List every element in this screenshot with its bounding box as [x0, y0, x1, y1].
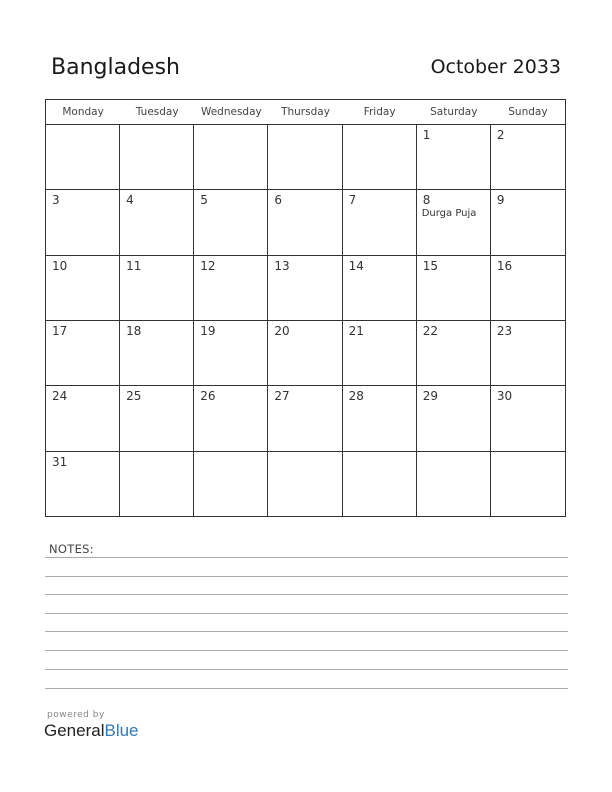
day-cell [194, 321, 268, 386]
day-number: 30 [496, 389, 513, 404]
day-cell [491, 321, 565, 386]
holiday-label: Durga Puja [421, 208, 477, 220]
powered-by-text: powered by [47, 710, 105, 720]
day-number: 1 [422, 128, 431, 142]
day-number: 20 [274, 324, 290, 338]
day-number: 13 [274, 258, 290, 273]
day-cell [46, 256, 120, 321]
day-cell [343, 386, 417, 451]
day-cell [491, 125, 565, 190]
day-cell [417, 452, 491, 517]
day-number: 22 [422, 324, 438, 338]
day-cell [268, 190, 342, 255]
day-cell [343, 125, 417, 190]
day-number: 12 [200, 258, 216, 273]
weekday-tuesday: Tuesday [135, 106, 179, 118]
day-cell [417, 256, 491, 321]
weekday-wednesday: Wednesday [200, 106, 262, 118]
day-cell [268, 321, 342, 386]
day-cell [194, 190, 268, 255]
notes-label: NOTES: [49, 542, 94, 556]
weekday-thursday: Thursday [281, 106, 330, 118]
day-cell [46, 125, 120, 190]
notes-line [45, 669, 568, 670]
day-cell [343, 190, 417, 255]
day-cell [491, 190, 565, 255]
day-cell [268, 386, 342, 451]
day-cell [120, 256, 194, 321]
weekday-header-row [46, 100, 565, 125]
day-number: 3 [52, 193, 60, 208]
generalblue-logo [44, 721, 139, 741]
weeks-grid [46, 125, 565, 517]
day-cell [194, 125, 268, 190]
notes-line [45, 688, 568, 689]
day-number: 9 [496, 193, 505, 208]
logo-general: General [44, 721, 105, 740]
notes-line [45, 650, 568, 651]
day-number: 8 [422, 193, 431, 208]
day-number: 7 [348, 193, 357, 208]
day-cell [268, 256, 342, 321]
day-cell [120, 321, 194, 386]
notes-line [45, 631, 568, 632]
day-number: 17 [52, 324, 68, 338]
country-title: Bangladesh [51, 55, 180, 80]
day-cell [343, 321, 417, 386]
day-number: 11 [126, 258, 142, 273]
notes-line [45, 557, 568, 558]
day-number: 6 [274, 193, 283, 208]
day-cell [343, 256, 417, 321]
day-cell [46, 452, 120, 517]
day-cell [268, 125, 342, 190]
weekday-saturday: Saturday [430, 106, 478, 118]
day-cell [417, 125, 491, 190]
day-cell [120, 386, 194, 451]
day-cell [120, 452, 194, 517]
day-number: 27 [274, 389, 290, 404]
day-number: 15 [422, 258, 438, 273]
calendar-grid [45, 99, 566, 517]
weekday-friday: Friday [363, 106, 396, 118]
day-number: 29 [422, 389, 438, 404]
day-cell [343, 452, 417, 517]
day-number: 28 [348, 389, 364, 404]
day-number: 26 [200, 389, 216, 404]
day-cell [491, 386, 565, 451]
day-number: 14 [348, 258, 364, 273]
day-cell [417, 190, 491, 255]
day-cell [194, 386, 268, 451]
logo-blue: Blue [104, 721, 139, 740]
day-cell [417, 386, 491, 451]
month-title: October 2033 [430, 56, 561, 78]
day-cell [417, 321, 491, 386]
day-number: 5 [200, 193, 208, 208]
day-number: 23 [496, 324, 513, 338]
day-cell [120, 125, 194, 190]
day-number: 4 [126, 193, 134, 208]
day-cell [268, 452, 342, 517]
day-cell [46, 190, 120, 255]
day-cell [46, 386, 120, 451]
day-number: 18 [126, 324, 142, 338]
day-number: 21 [348, 324, 364, 338]
day-cell [491, 256, 565, 321]
notes-line [45, 613, 568, 614]
day-number: 31 [52, 454, 68, 469]
day-number: 25 [126, 389, 142, 404]
notes-line [45, 576, 568, 577]
day-cell [194, 452, 268, 517]
weekday-monday: Monday [62, 106, 104, 118]
day-cell [491, 452, 565, 517]
day-number: 24 [52, 389, 68, 404]
day-number: 2 [496, 128, 505, 142]
day-cell [46, 321, 120, 386]
weekday-sunday: Sunday [508, 106, 548, 118]
day-number: 19 [200, 324, 216, 338]
day-cell [194, 256, 268, 321]
notes-line [45, 594, 568, 595]
day-number: 16 [496, 258, 513, 273]
day-number: 10 [52, 258, 68, 273]
day-cell [120, 190, 194, 255]
